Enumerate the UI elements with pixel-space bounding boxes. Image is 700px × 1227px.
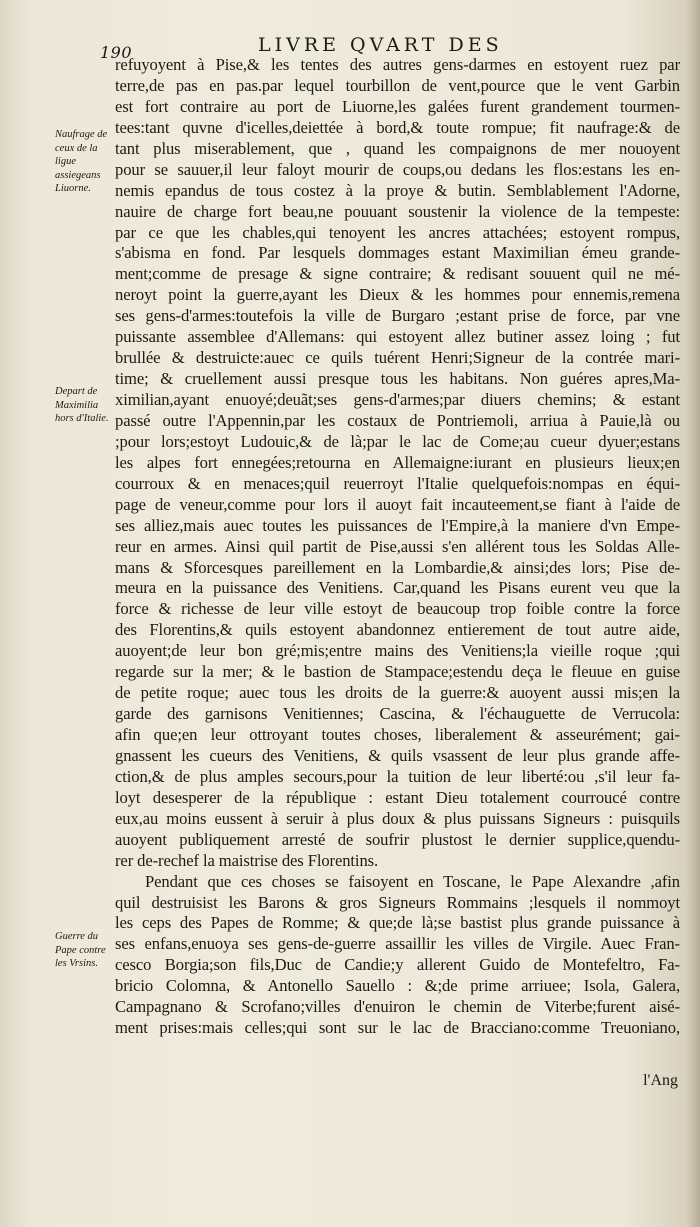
margin-note-depart: Depart de Maximilia hors d'Italie. — [55, 386, 109, 424]
text-line: page de veneur,comme pour lors il auoyt fait incauteement,se fiant à l'aide de — [115, 494, 680, 514]
text-line: Campagnano & Scrofano;villes d'enuiron le chemin de Viterbe;furent aisé- — [115, 997, 680, 1017]
text-line: garde des garnisons Venitiennes; Cascina, & l'échauguette de Verrucola: — [115, 704, 680, 724]
text-line: puissante assemblee d'Allemans: qui estoyent allez butiner assez loing ; fut — [115, 327, 680, 347]
text-line: est fort contraire au port de Liuorne,les galées furent grandement tourmen- — [115, 96, 680, 116]
text-line: meura en la puissance des Venitiens. Car,quand les Pisans eurent veu que la — [115, 578, 680, 598]
text-line: bricio Colomna, & Antonello Sauello : &;de prime arriuee; Isola, Galera, — [115, 976, 680, 996]
text-line: tant plus miserablement, que , quand les compaignons de mer nouoyent — [115, 138, 680, 158]
text-line: ses enfans,enuoya ses gens-de-guerre assaillir les villes de Virgile. Auec Fran- — [115, 934, 680, 954]
text-line: nauire de charge fort beau,ne pouuant soustenir la violence de la tempeste: — [115, 201, 680, 221]
text-line: courroux & en menaces;quil reuerroyt l'Italie quelquefois:nompas en équi- — [115, 473, 680, 493]
text-line: passé outre l'Appennin,par les costaux de Pontriemoli, arriua à Pauie,là ou — [115, 410, 680, 430]
paragraph-start-line: Pendant que ces choses se faisoyent en Toscane, le Pape Alexandre ,afin — [145, 871, 680, 891]
text-line: ximilian,ayant enuoyé;deuãt;ses gens-d'armes;par diuers chemins; & estant — [115, 390, 680, 409]
text-line: ment;comme de presage & signe contraire; & redisant souuent quil ne mé- — [115, 264, 680, 284]
text-line: loyt desesperer de la république : estant Dieu totalement courroucé contre — [115, 787, 680, 807]
text-line: afin que;en leur ottroyant toutes choses, liberalement & asseurément; gai- — [115, 725, 680, 744]
text-line: tees:tant quvne d'icelles,deiettée à bord,& toute rompue; fit naufrage:& de — [115, 117, 680, 137]
text-line: s'abisma en fond. Par lesquels dommages estant Maximilian émeu grande- — [115, 243, 680, 263]
margin-note-guerre: Guerre du Pape contre les Vrsins. — [55, 931, 106, 969]
catchword: l'Ang — [643, 1072, 678, 1089]
page-edge-shadow — [686, 0, 700, 1227]
folio-number: 190 — [100, 43, 133, 62]
text-line: de petite roque; auec tous les droits de la guerre:& auoyent aussi mis;en la — [115, 683, 680, 703]
text-line: des Florentins,& quils estoyent abandonnez entierement de tout autre aide, — [115, 620, 680, 640]
text-line: ment prises:mais celles;qui sont sur le lac de Bracciano:comme Treuoniano, — [115, 1018, 680, 1038]
text-line: par ce que les chables,qui tenoyent les ancres attachées; estoyent rompus, — [115, 222, 680, 242]
text-line: les ceps des Papes de Romme; & que;de là;se bastist plus grande puissance à — [115, 913, 680, 933]
text-line: gnassent les cueurs des Venitiens, & quils vsassent de leur plus grande affe- — [115, 745, 680, 765]
running-head: LIVRE QVART DES — [258, 34, 503, 56]
text-line: auoyent publiquement arresté de soufrir plustost le dernier supplice,quendu- — [115, 829, 680, 849]
text-line: time; & cruellement aussi presque tous les habitans. Non guéres apres,Ma- — [115, 369, 680, 389]
text-line: les alpes fort ennegées;retourna en Allemaigne:iurant en plusieurs lieux;en — [115, 452, 680, 472]
text-line: mans & Sforcesques pareillement en la Lombardie,& ainsi;des lors; Pise de- — [115, 557, 680, 577]
text-line: eux,au moins eussent à seruir à plus doux & plus puissans Signeurs : puisquils — [115, 808, 680, 828]
text-line: ses alliez,mais auec toutes les puissances de l'Empire,à la maniere d'vn Empe- — [115, 515, 680, 535]
margin-note-naufrage: Naufrage de ceux de la ligue assiegeans Liuorne. — [55, 129, 108, 194]
text-line: pour se sauuer,il leur faloyt mourir de coups,ou dedans les flos:estans les en- — [115, 159, 680, 179]
text-line: force & richesse de leur ville estoyt de beaucoup trop foible contre la force — [115, 599, 680, 619]
text-line: ses gens-d'armes:toutefois la ville de Burgaro ;estant prise de force, par vne — [115, 306, 680, 326]
text-line: nemis epandus de tous costez à la proye & butin. Semblablement l'Adorne, — [115, 180, 680, 200]
text-line: regarde sur la mer; & le bastion de Stampace;estendu deça le fleuue en guise — [115, 662, 680, 682]
text-line: reur en armes. Ainsi quil partit de Pise,aussi s'en allérent tous les Soldas Alle- — [115, 536, 680, 556]
text-line: rer de-rechef la maistrise des Florentins. — [115, 850, 379, 870]
text-line: ction,& de plus amples secours,pour la tuition de leur liberté:ou ,s'il leur fa- — [115, 766, 680, 786]
text-line: auoyent;de leur bon gré;mis;entre mains des Venitiens;la vieille roque ;qui — [115, 641, 680, 661]
body-text — [115, 55, 680, 1039]
text-line: terre,de pas en pas.par lequel tourbillon de vent,pource que le vent Garbin — [115, 75, 680, 95]
text-line: quil destruisist les Barons & gros Signeurs Rommains ;lesquels il nommoyt — [115, 892, 680, 912]
text-line: ;pour lors;estoyt Ludouic,& de là;par le lac de Come;au cueur dyuer;estans — [115, 431, 680, 451]
text-line: brullée & destruicte:auec ce quils tuérent Henri;Signeur de la contrée mari- — [115, 348, 680, 368]
text-line: cesco Borgia;son fils,Duc de Candie;y allerent Guido de Montefeltro, Fa- — [115, 955, 680, 975]
text-line: refuyoyent à Pise,& les tentes des autres gens-darmes en estoyent ruez par — [115, 55, 680, 74]
text-line: neroyt point la guerre,ayant les Dieux & les hommes pour ennemis,remena — [115, 285, 680, 305]
